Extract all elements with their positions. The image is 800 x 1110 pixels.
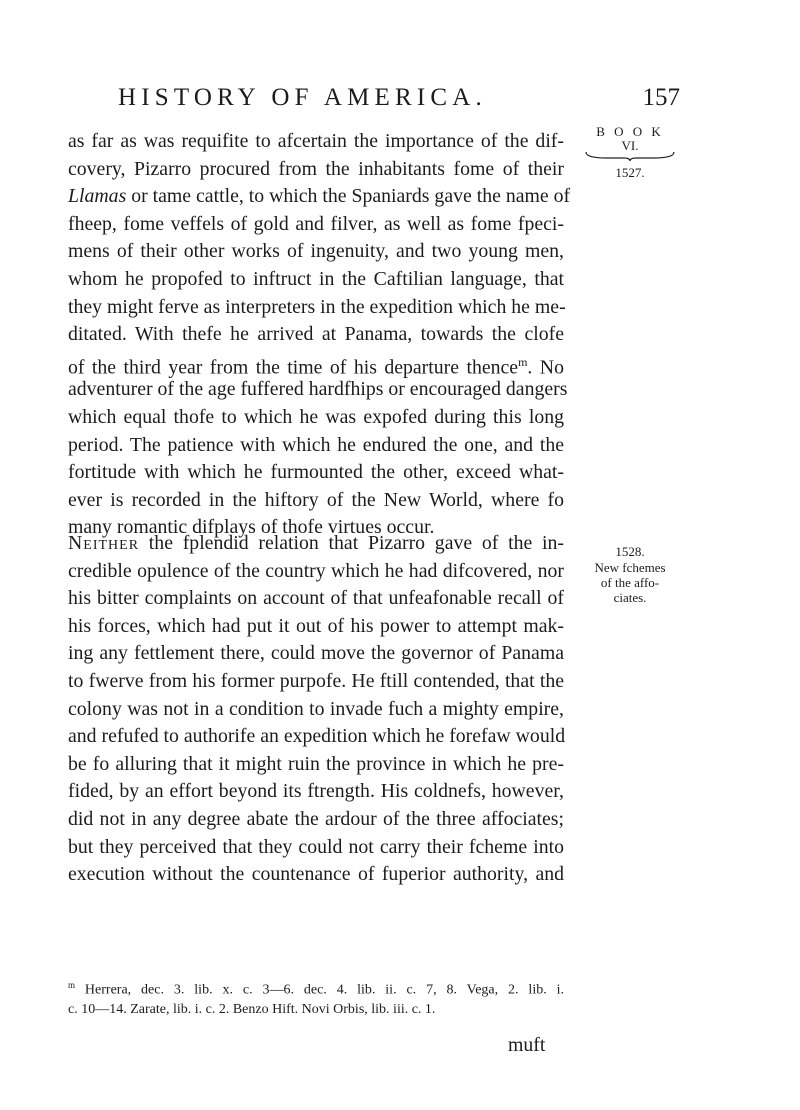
text-line: mens of their other works of ingenuity, and two young men,	[68, 240, 564, 263]
text-line: period. The patience with which he endured the one, and the	[68, 433, 564, 456]
running-title: HISTORY OF AMERICA.	[118, 84, 487, 111]
page-number: 157	[642, 84, 680, 111]
text-line: fided, by an effort beyond its ftrength. His coldnefs, however,	[68, 780, 564, 803]
text-line: whom he propofed to inftruct in the Caftilian language, that	[68, 267, 564, 290]
text-line: ing any fettlement there, could move the governor of Panama	[68, 642, 564, 665]
text-line: did not in any degree abate the ardour of the three affociates;	[68, 807, 564, 830]
book-label: B O O K	[596, 124, 664, 139]
text-line	[68, 530, 564, 558]
footnote-text: Herrera, dec. 3. lib. x. c. 3—6. dec. 4. lib. ii. c. 7, 8. Vega, 2. lib. i.	[75, 982, 564, 998]
text-line: fheep, fome veffels of gold and filver, as well as fome fpeci-	[68, 212, 564, 235]
text-fragment: or tame cattle, to which the Spaniards gave the name of	[126, 185, 571, 208]
footnote-line: c. 10—14. Zarate, lib. i. c. 2. Benzo Hift. Novi Orbis, lib. iii. c. 1.	[68, 1001, 436, 1017]
text-line: colony was not in a condition to invade fuch a mighty empire,	[68, 697, 564, 720]
text-fragment: of the third year from the time of his departure thence	[68, 356, 519, 379]
text-line: ditated. With thefe he arrived at Panama, towards the clofe	[68, 323, 564, 346]
footnote-reference: m	[518, 354, 528, 369]
margin-year-1528: 1528.	[615, 544, 645, 559]
text-line: execution without the countenance of fuperior authority, and	[68, 863, 564, 886]
margin-brace	[582, 150, 678, 162]
paragraph-2	[68, 530, 564, 889]
text-line: ever is recorded in the hiftory of the New World, where fo	[68, 488, 564, 511]
text-line: and refufed to authorife an expedition which he forefaw would	[68, 725, 566, 748]
sidenote-line: of the affo-	[600, 575, 660, 590]
text-line	[68, 349, 564, 377]
paragraph-opening-word: Neither	[68, 532, 140, 554]
text-fragment: the fplendid relation that Pizarro gave of the in-	[139, 532, 564, 554]
footnote-marker: m	[68, 980, 76, 990]
text-line: his forces, which had put it out of his power to attempt mak-	[68, 614, 564, 637]
footnote-line	[68, 976, 564, 1000]
paragraph-1	[68, 128, 571, 542]
text-line: be fo alluring that it might ruin the province in which he pre-	[68, 752, 564, 775]
text-line: his bitter complaints on account of that unfeafonable recall of	[68, 587, 564, 610]
text-line	[68, 183, 571, 211]
sidenote-line: ciates.	[613, 590, 647, 605]
margin-sidenote	[580, 560, 680, 605]
italic-term: Llamas	[68, 185, 127, 208]
text-line: they might ferve as interpreters in the expedition which he me-	[68, 295, 566, 318]
text-line: adventurer of the age fuffered hardfhips or encouraged dangers	[68, 378, 568, 401]
text-fragment: . No	[527, 356, 564, 379]
margin-year-1527: 1527.	[615, 165, 645, 180]
sidenote-line: New fchemes	[594, 560, 666, 575]
running-header	[118, 84, 680, 124]
text-line: many romantic difplays of thofe virtues occur.	[68, 516, 435, 539]
text-line: to fwerve from his former purpofe. He ftill contended, that the	[68, 669, 564, 692]
catchword: muft	[508, 1034, 546, 1056]
text-line: credible opulence of the country which he had difcovered, nor	[68, 559, 564, 582]
text-line: fortitude with which he furmounted the other, exceed what-	[68, 461, 564, 484]
text-line: which equal thofe to which he was expofed during this long	[68, 405, 564, 428]
footnote	[68, 976, 564, 1019]
text-line: covery, Pizarro procured from the inhabitants fome of their	[68, 157, 564, 180]
text-line: but they perceived that they could not carry their fcheme into	[68, 835, 564, 858]
text-line: as far as was requifite to afcertain the importance of the dif-	[68, 130, 564, 152]
book-volume: VI.	[621, 138, 639, 153]
